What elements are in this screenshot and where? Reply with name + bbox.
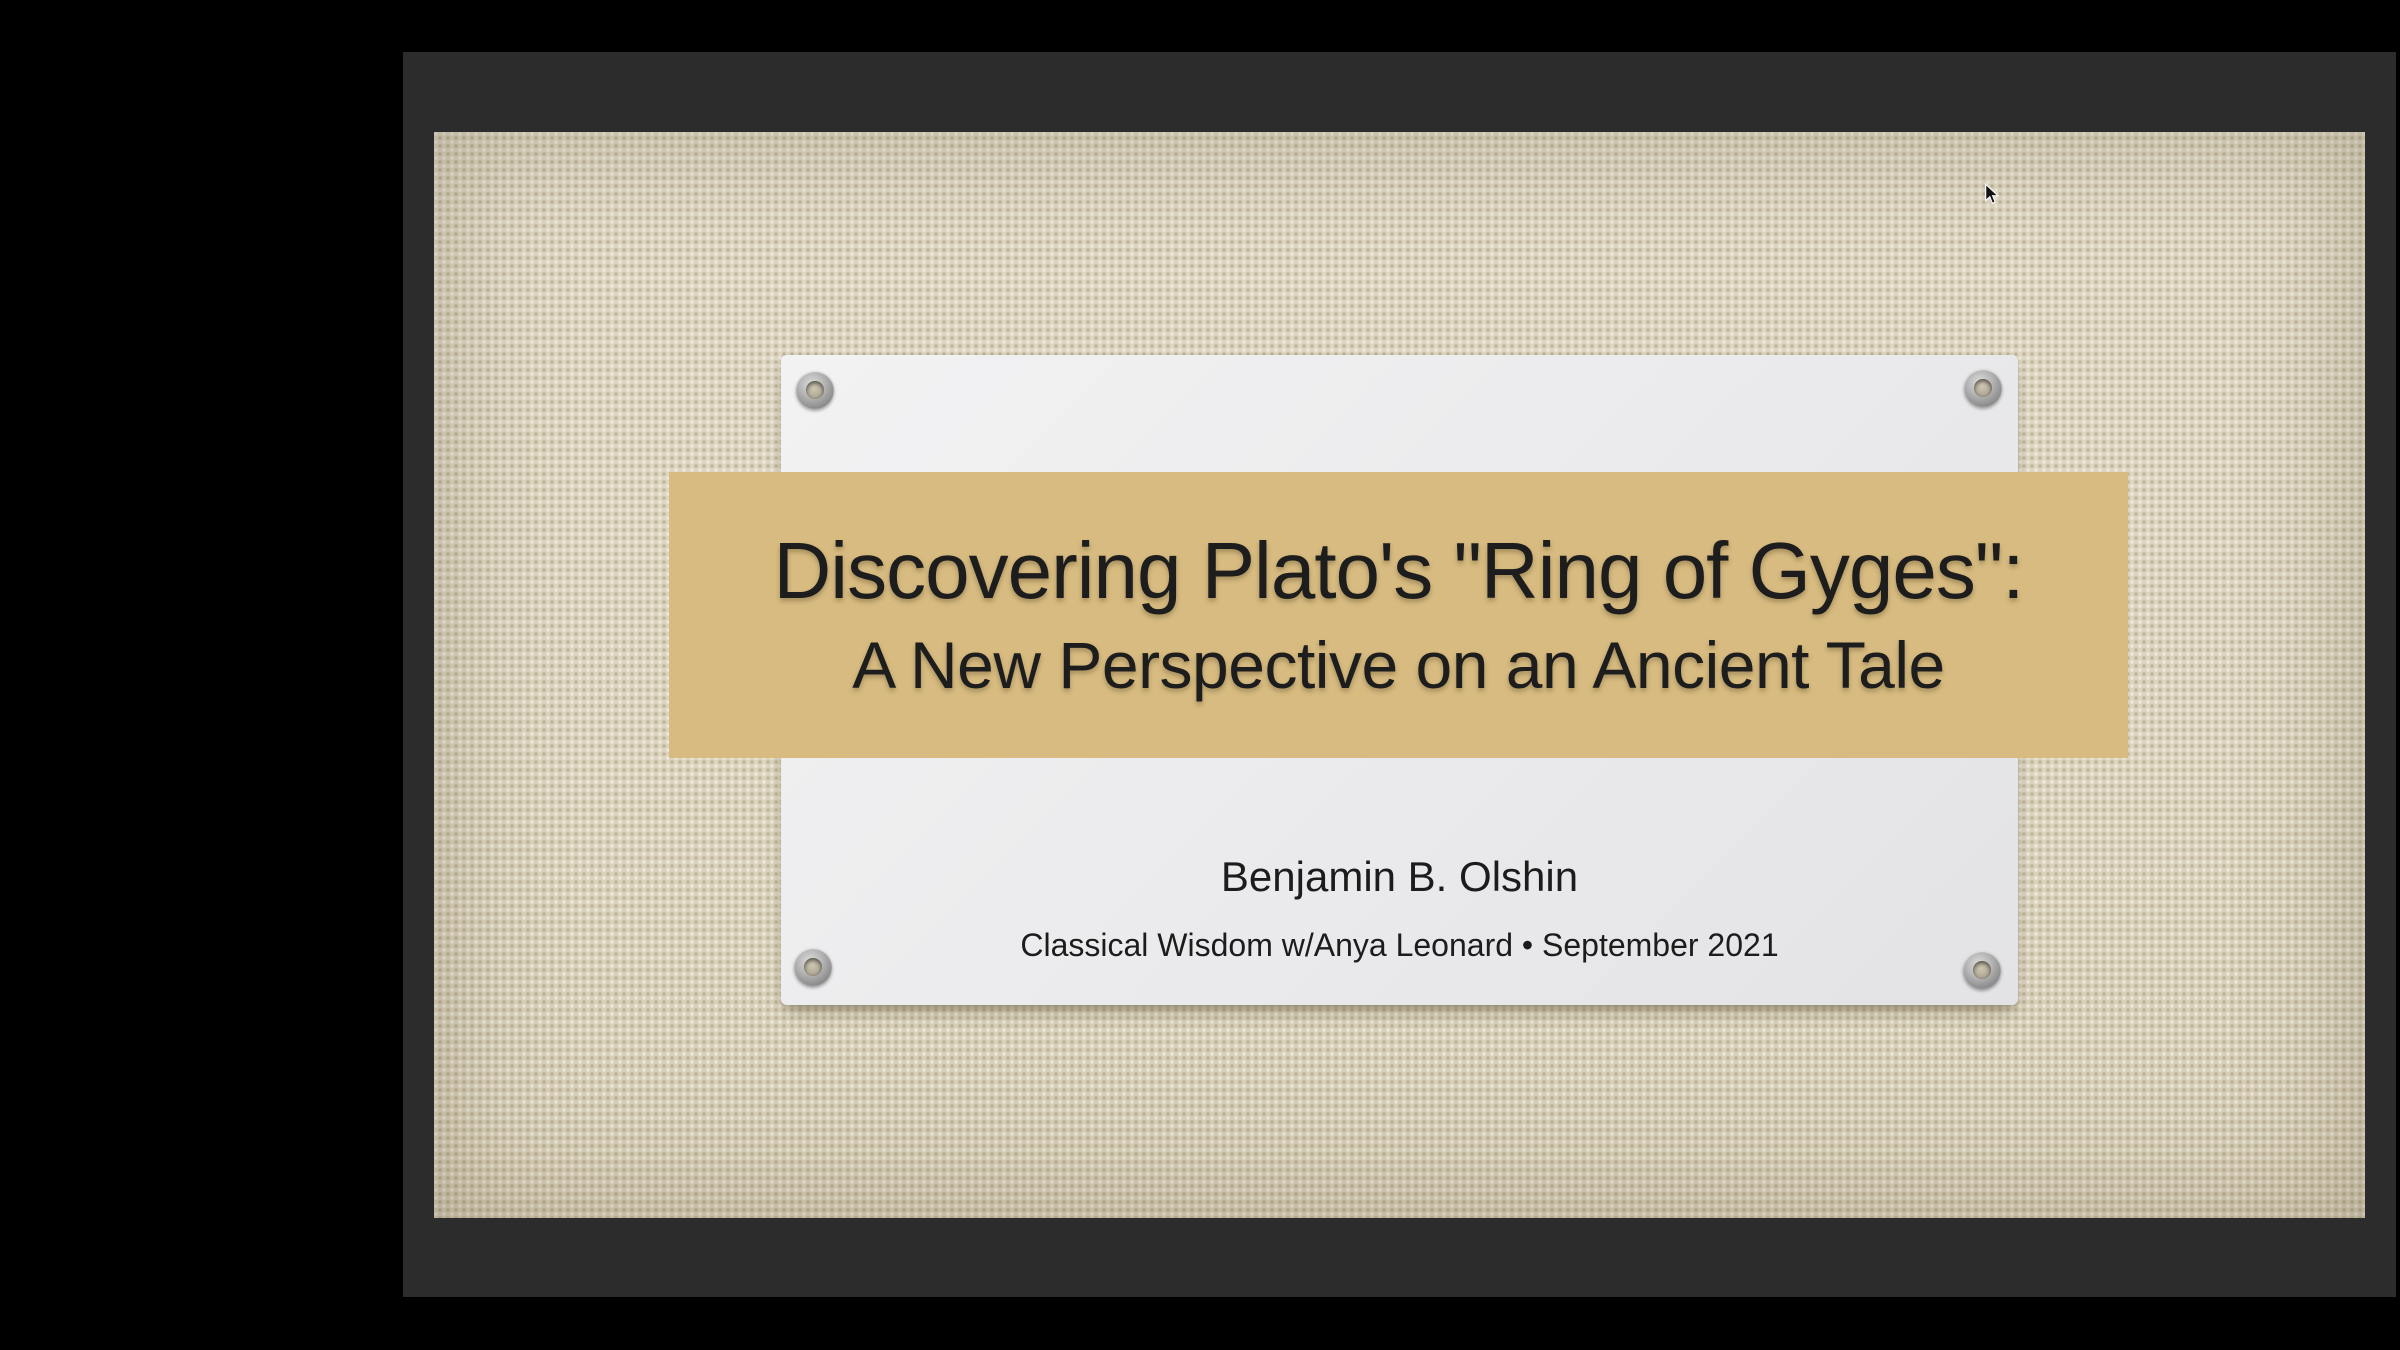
slide-canvas[interactable] (434, 132, 2365, 1218)
author-name: Benjamin B. Olshin (1220, 853, 1579, 900)
mouse-cursor-icon (1984, 183, 2000, 205)
presentation-letterbox-frame (403, 52, 2396, 1297)
screw-icon (1964, 369, 2002, 407)
title-banner (669, 472, 2128, 758)
credit-line: Classical Wisdom w/Anya Leonard • September 2021 (1020, 927, 1779, 963)
screw-icon (796, 371, 834, 409)
slide-subtitle: A New Perspective on an Ancient Tale (852, 628, 1945, 703)
slide-title: Discovering Plato's "Ring of Gyges": (773, 526, 2024, 616)
